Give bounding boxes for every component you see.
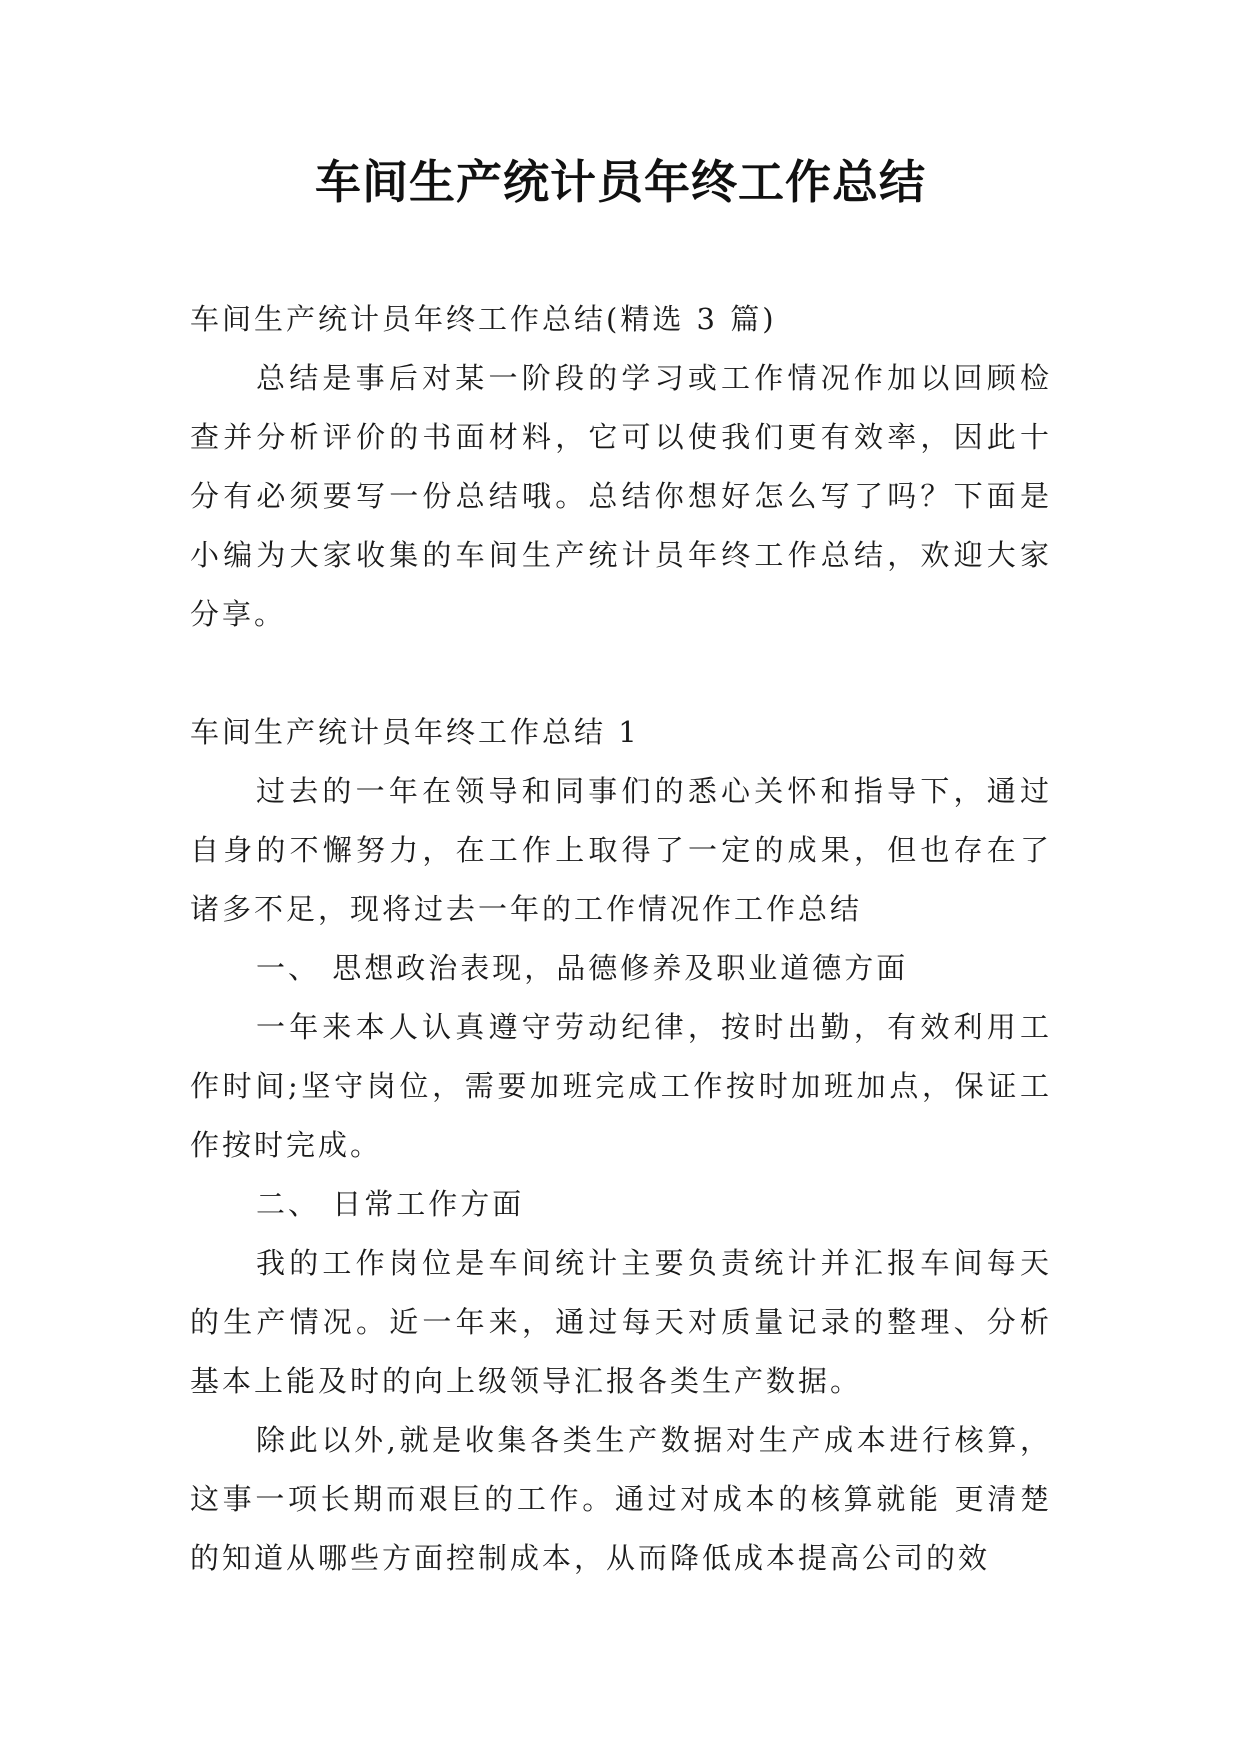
intro-paragraph: 总结是事后对某一阶段的学习或工作情况作加以回顾检查并分析评价的书面材料，它可以使我们更有效率，因此十分有必须要写一份总结哦。总结你想好怎么写了吗？下面是小编为大家收集的车间生产统计员年终工作总结，欢迎大家分享。 <box>190 361 1052 631</box>
body-paragraph: 我的工作岗位是车间统计主要负责统计并汇报车间每天的生产情况。近一年来，通过每天对质量记录的整理、分析基本上能及时的向上级领导汇报各类生产数据。 <box>190 1246 1052 1398</box>
document-title: 车间生产统计员年终工作总结 <box>315 155 926 209</box>
document-body <box>190 290 1052 1588</box>
section-heading: 车间生产统计员年终工作总结 1 <box>190 715 640 749</box>
subsection-heading: 二、 日常工作方面 <box>256 1187 525 1221</box>
body-paragraph: 一年来本人认真遵守劳动纪律，按时出勤，有效利用工作时间;坚守岗位，需要加班完成工作按时加班加点，保证工作按时完成。 <box>190 1010 1052 1162</box>
body-paragraph: 过去的一年在领导和同事们的悉心关怀和指导下，通过自身的不懈努力，在工作上取得了一定的成果，但也存在了诸多不足，现将过去一年的工作情况作工作总结 <box>190 774 1052 926</box>
body-paragraph: 除此以外,就是收集各类生产数据对生产成本进行核算，这事一项长期而艰巨的工作。通过对成本的核算就能 更清楚的知道从哪些方面控制成本，从而降低成本提高公司的效 <box>190 1423 1052 1575</box>
subtitle-line: 车间生产统计员年终工作总结(精选 3 篇) <box>190 302 777 336</box>
subsection-heading: 一、 思想政治表现，品德修养及职业道德方面 <box>256 951 909 985</box>
